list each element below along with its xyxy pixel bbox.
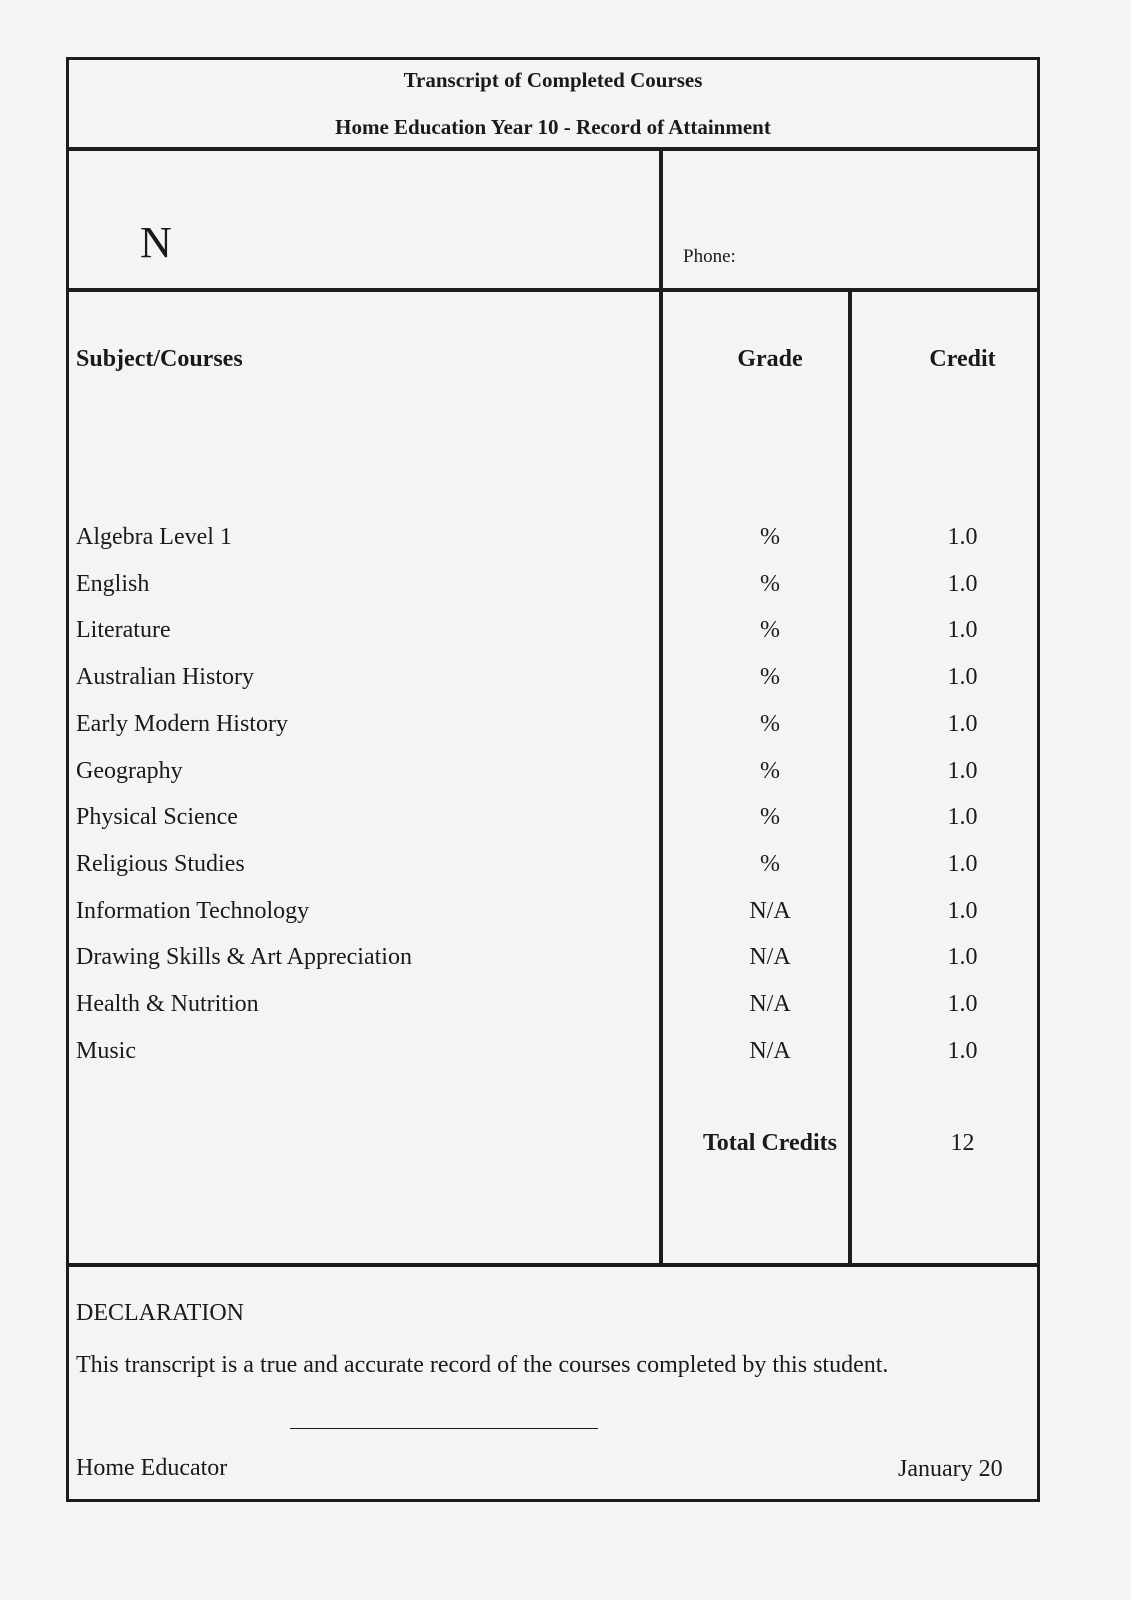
course-credit: 1.0 xyxy=(947,804,978,831)
course-row xyxy=(0,617,1131,663)
declaration-date: January 20 xyxy=(898,1456,1003,1482)
divider xyxy=(66,147,1040,151)
declaration-text: This transcript is a true and accurate record of the courses completed by this student. xyxy=(76,1352,889,1378)
course-name: Religious Studies xyxy=(76,850,245,877)
course-row xyxy=(0,944,1131,990)
course-name: Algebra Level 1 xyxy=(76,524,232,550)
divider xyxy=(66,1263,1040,1267)
course-grade: N/A xyxy=(749,897,791,924)
course-credit: 1.0 xyxy=(947,524,978,550)
divider xyxy=(66,288,1040,292)
signature-line xyxy=(290,1428,598,1429)
course-name: Health & Nutrition xyxy=(76,991,259,1017)
course-row xyxy=(0,711,1131,757)
course-grade: % xyxy=(760,804,780,831)
course-credit: 1.0 xyxy=(947,991,978,1017)
course-grade: % xyxy=(760,710,780,737)
course-name: Literature xyxy=(76,617,171,644)
document-title: Transcript of Completed Courses xyxy=(403,68,703,92)
course-credit: 1.0 xyxy=(947,897,978,924)
course-credit: 1.0 xyxy=(947,850,978,877)
total-credits-value: 12 xyxy=(950,1130,975,1156)
subject-header: Subject/Courses xyxy=(76,346,243,372)
document-subtitle: Home Education Year 10 - Record of Attainment xyxy=(335,115,771,139)
course-row xyxy=(0,851,1131,897)
course-grade: % xyxy=(760,617,780,644)
course-grade: N/A xyxy=(749,944,791,971)
course-credit: 1.0 xyxy=(947,617,978,644)
course-row xyxy=(0,524,1131,570)
course-name: Early Modern History xyxy=(76,710,288,737)
course-grade: % xyxy=(760,850,780,877)
course-row xyxy=(0,991,1131,1037)
declaration-heading: DECLARATION xyxy=(76,1300,244,1326)
course-name: English xyxy=(76,570,150,597)
phone-label: Phone: xyxy=(683,246,736,267)
course-grade: % xyxy=(760,757,780,784)
course-grade: % xyxy=(760,524,780,550)
course-grade: % xyxy=(760,664,780,691)
total-credits-label: Total Credits xyxy=(702,1130,837,1156)
course-grade: N/A xyxy=(749,991,791,1017)
course-name: Information Technology xyxy=(76,897,310,924)
course-credit: 1.0 xyxy=(947,664,978,691)
course-name: Music xyxy=(76,1037,136,1064)
course-grade: % xyxy=(760,570,780,597)
course-credit: 1.0 xyxy=(947,757,978,784)
course-credit: 1.0 xyxy=(947,710,978,737)
course-name: Geography xyxy=(76,757,183,784)
student-name: N xyxy=(140,218,172,267)
signer-label: Home Educator xyxy=(76,1455,228,1481)
course-row xyxy=(0,804,1131,850)
course-credit: 1.0 xyxy=(947,944,978,971)
grade-header: Grade xyxy=(737,346,803,372)
course-row xyxy=(0,571,1131,617)
course-row xyxy=(0,1038,1131,1084)
course-name: Australian History xyxy=(76,664,254,691)
course-credit: 1.0 xyxy=(947,570,978,597)
course-credit: 1.0 xyxy=(947,1037,978,1064)
credit-header: Credit xyxy=(929,346,996,372)
course-name: Drawing Skills & Art Appreciation xyxy=(76,944,412,971)
course-name: Physical Science xyxy=(76,804,238,831)
course-row xyxy=(0,758,1131,804)
course-row xyxy=(0,664,1131,710)
course-row xyxy=(0,898,1131,944)
course-grade: N/A xyxy=(749,1037,791,1064)
